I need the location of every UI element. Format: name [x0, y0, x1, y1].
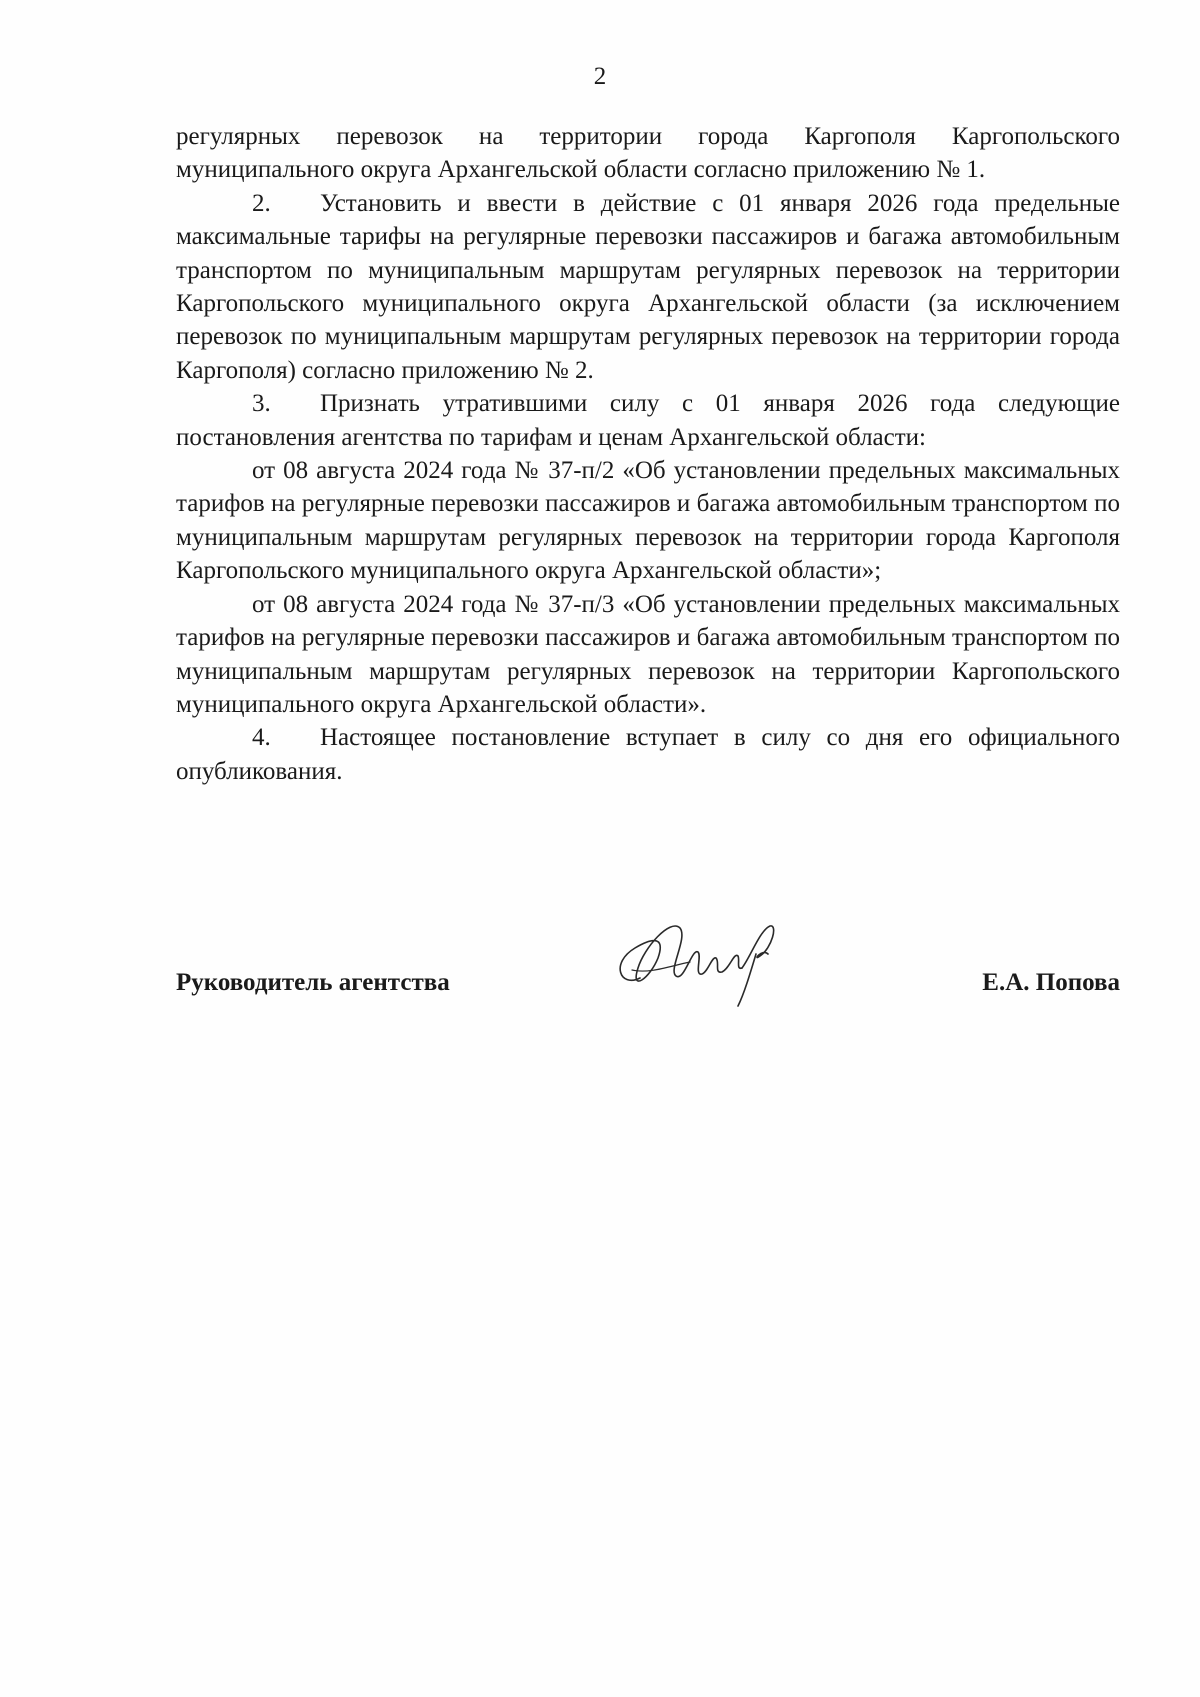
document-body [176, 120, 1120, 788]
paragraph-resolution-2: от 08 августа 2024 года № 37-п/3 «Об установлении предельных максимальных тарифов на регулярные перевозки пассажиров и багажа автомобильным транспортом по муниципальным маршрутам регулярных перевозок на территории Каргопольского муниципального округа Архангельской области». [176, 590, 1120, 718]
paragraph-resolution-1: от 08 августа 2024 года № 37-п/2 «Об установлении предельных максимальных тарифов на регулярные перевозки пассажиров и багажа автомобильным транспортом по муниципальным маршрутам регулярных перевозок на территории города Каргополя Каргопольского муниципального округа Архангельской области»; [176, 457, 1120, 585]
paragraph-item-4 [176, 721, 1120, 788]
signatory-title: Руководитель агентства [176, 969, 450, 996]
handwritten-signature [610, 908, 790, 1008]
item-text: Признать утратившими силу с 01 января 2026 года следующие постановления агентства по тарифам и ценам Архангельской области: [176, 390, 1120, 451]
paragraph-item-2 [176, 187, 1120, 387]
signatory-name: Е.А. Попова [982, 969, 1120, 996]
item-text: Установить и ввести в действие с 01 января 2026 года предельные максимальные тарифы на регулярные перевозки пассажиров и багажа автомобильным транспортом по муниципальным маршрутам регулярных перевозок на территории Каргопольского муниципального округа Архангельской области (за исключением перевозок по муниципальным маршрутам регулярных перевозок на территории города Каргополя) согласно приложению № 2. [176, 189, 1120, 384]
item-number: 4. [252, 724, 271, 752]
item-text: Настоящее постановление вступает в силу со дня его официального опубликования. [176, 724, 1120, 785]
item-number: 3. [252, 390, 271, 418]
item-number: 2. [252, 189, 271, 217]
paragraph-continuation: регулярных перевозок на территории города Каргополя Каргопольского муниципального округа Архангельской области согласно приложению № 1. [176, 123, 1120, 184]
paragraph-item-3 [176, 387, 1120, 454]
signature-block [176, 968, 1120, 1008]
page-number: 2 [593, 63, 607, 90]
